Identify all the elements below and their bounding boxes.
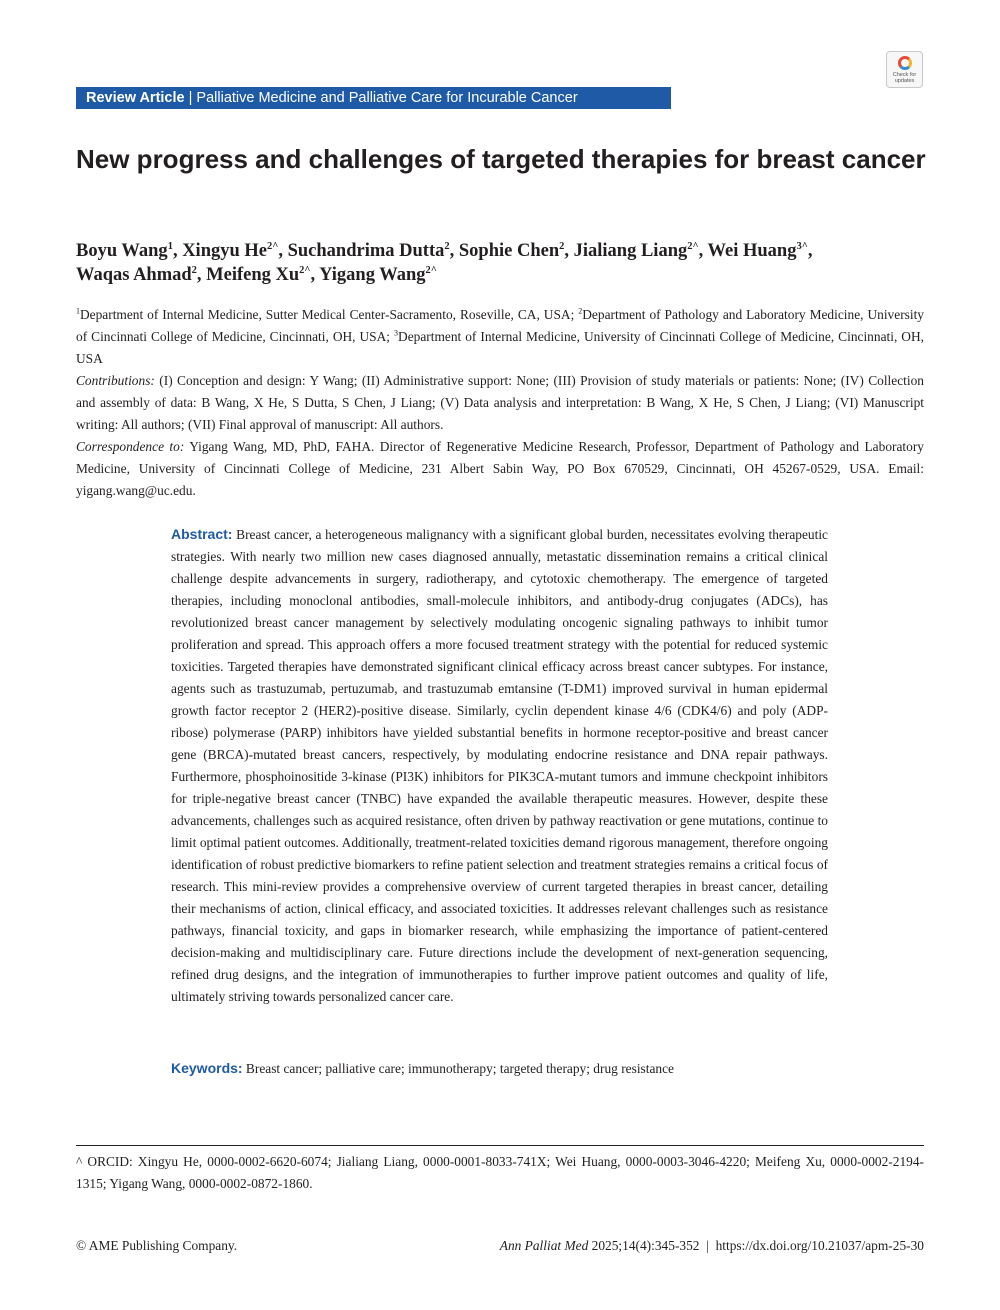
author-separator: ,	[698, 241, 708, 261]
affiliations	[76, 304, 924, 370]
footnote-divider	[76, 1145, 924, 1146]
check-for-updates-badge[interactable]	[886, 51, 923, 88]
author-separator: ,	[196, 265, 207, 285]
author-affiliation-marker: 2	[444, 240, 450, 252]
doi-link[interactable]: https://dx.doi.org/10.21037/apm-25-30	[715, 1238, 924, 1253]
affiliation-number: 2	[578, 306, 583, 316]
author-name: Sophie Chen	[458, 241, 560, 261]
author-affiliation-marker: 2	[191, 264, 197, 276]
author-list	[76, 239, 926, 287]
abstract-text: Breast cancer, a heterogeneous malignancy with a significant global burden, necessitates evolving therapeutic strategies. With nearly two million new cases diagnosed annually, metastatic dissemination remains a critical clinical challenge despite advancements in surgery, radiotherapy, and cytotoxic chemotherapy. The emergence of targeted therapies, including monoclonal antibodies, small-molecule inhibitors, and antibody-drug conjugates (ADCs), has revolutionized breast cancer management by selectively modulating oncogenic signaling pathways to inhibit tumor proliferation and spread. This approach offers a more focused treatment strategy with the potential for reduced systemic toxicities. Targeted therapies have demonstrated significant clinical efficacy across breast cancer subtypes. For instance, agents such as trastuzumab, pertuzumab, and trastuzumab emtansine (T-DM1) improved survival in human epidermal growth factor receptor 2 (HER2)-positive disease. Similarly, cyclin dependent kinase 4/6 (CDK4/6) and poly (ADP-ribose) polymerase (PARP) inhibitors have yielded substantial benefits in hormone receptor-positive and breast cancer gene (BRCA)-mutated breast cancers, respectively, by modulating endocrine resistance and DNA repair pathways. Furthermore, phosphoinositide 3-kinase (PI3K) inhibitors for PIK3CA-mutant tumors and immune checkpoint inhibitors for triple-negative breast cancer (TNBC) have expanded the available therapeutic measures. However, despite these advancements, challenges such as acquired resistance, often driven by pathway reactivation or gene mutations, continue to limit optimal patient outcomes. Additionally, treatment-related toxicities demand rigorous management, therefore ongoing identification of robust predictive biomarkers to refine patient selection and treatment strategies remains a critical focus of research. This mini-review provides a comprehensive overview of current targeted therapies in breast cancer, detailing their mechanisms of action, clinical efficacy, and associated toxicities. It addresses relevant challenges such as resistance pathways, financial toxicity, and gaps in biomarker research, while emphasizing the importance of patient-centered decision-making and multidisciplinary care. Future directions include the development of next-generation sequencing, refined drug designs, and the integration of immunotherapies to further improve patient outcomes and quality of life, ultimately striving towards personalized cancer care.	[171, 527, 828, 1004]
contributions	[76, 370, 924, 436]
author-name: Yigang Wang	[319, 265, 426, 285]
journal-name: Ann Palliat Med	[499, 1238, 589, 1253]
article-section: Palliative Medicine and Palliative Care for Incurable Cancer	[196, 90, 578, 106]
author-affiliation-marker: 2^	[687, 240, 699, 252]
author-affiliation-marker: 1	[167, 240, 173, 252]
author	[76, 241, 182, 261]
publisher-copyright: © AME Publishing Company.	[76, 1238, 238, 1253]
affiliation-number: 1	[76, 306, 80, 316]
orcid-footnote: ^ ORCID: Xingyu He, 0000-0002-6620-6074; Jialiang Liang, 0000-0001-8033-741X; Wei Huang, 0000-0003-3046-4220; Meifeng Xu, 0000-0002-2194-1315; Yigang Wang, 0000-0002-0872-1860.	[76, 1154, 924, 1191]
author	[182, 241, 287, 261]
author-name: Suchandrima Dutta	[287, 241, 445, 261]
author-name: Waqas Ahmad	[76, 265, 192, 285]
author-separator: ,	[278, 241, 288, 261]
affiliation-text: Department of Internal Medicine, University of Cincinnati College of Medicine, Cincinnati, OH, USA	[76, 329, 924, 366]
affiliation-text: Department of Pathology and Laboratory Medicine, University of Cincinnati College of Medicine, Cincinnati, OH, USA;	[76, 307, 924, 344]
author-separator: ,	[807, 241, 813, 261]
author-name: Meifeng Xu	[206, 265, 300, 285]
author-separator: ,	[564, 241, 574, 261]
author-name: Wei Huang	[707, 241, 797, 261]
author	[319, 265, 437, 285]
author	[206, 265, 319, 285]
article-category: Review Article	[86, 90, 185, 106]
contributions-label: Contributions:	[76, 373, 155, 388]
author-name: Boyu Wang	[76, 241, 168, 261]
keywords-text: Breast cancer; palliative care; immunotherapy; targeted therapy; drug resistance	[242, 1061, 674, 1076]
abstract-label: Abstract:	[171, 526, 233, 542]
author	[574, 241, 708, 261]
author-affiliation-marker: 2	[559, 240, 565, 252]
article-type-banner	[76, 87, 671, 109]
journal-citation: 2025;14(4):345-352	[588, 1238, 700, 1253]
author	[459, 241, 574, 261]
article-title: New progress and challenges of targeted therapies for breast cancer	[76, 144, 926, 174]
check-for-updates-label: Check for updates	[892, 72, 917, 84]
keywords-label: Keywords:	[171, 1060, 243, 1076]
contributions-text: (I) Conception and design: Y Wang; (II) Administrative support: None; (III) Provision of study materials or patients: None; (IV) Collection and assembly of data: B Wang, X He, S Dutta, S Chen, J Liang; (V) Data analysis and interpretation: B Wang, X He, S Chen, J Liang; (VI) Manuscript writing: All authors; (VII) Final approval of manuscript: All authors.	[76, 373, 924, 432]
author	[708, 241, 813, 261]
banner-separator: |	[184, 90, 197, 106]
author	[76, 265, 206, 285]
author-affiliation-marker: 2^	[299, 264, 311, 276]
keywords	[171, 1057, 828, 1080]
correspondence-text: Yigang Wang, MD, PhD, FAHA. Director of Regenerative Medicine Research, Professor, Department of Pathology and Laboratory Medicine, University of Cincinnati College of Medicine, 231 Albert Sabin Way, PO Box 670529, Cincinnati, OH 45267-0529, USA. Email: yigang.wang@uc.edu.	[76, 439, 924, 498]
affiliation-text: Department of Internal Medicine, Sutter Medical Center-Sacramento, Roseville, CA, USA;	[80, 307, 579, 322]
front-matter	[76, 304, 924, 502]
author-affiliation-marker: 2^	[267, 240, 279, 252]
check-for-updates-icon	[898, 56, 912, 70]
author-affiliation-marker: 3^	[796, 240, 808, 252]
author-name: Xingyu He	[182, 241, 267, 261]
affiliation-number: 3	[394, 328, 399, 338]
author-separator: ,	[449, 241, 459, 261]
author-separator: ,	[310, 265, 320, 285]
author	[288, 241, 459, 261]
footer-separator: |	[699, 1238, 716, 1253]
author-separator: ,	[172, 241, 183, 261]
author-affiliation-marker: 2^	[425, 264, 437, 276]
correspondence	[76, 436, 924, 502]
abstract	[171, 523, 828, 1008]
citation-footer	[500, 1236, 924, 1256]
correspondence-label: Correspondence to:	[76, 439, 185, 454]
author-name: Jialiang Liang	[573, 241, 688, 261]
